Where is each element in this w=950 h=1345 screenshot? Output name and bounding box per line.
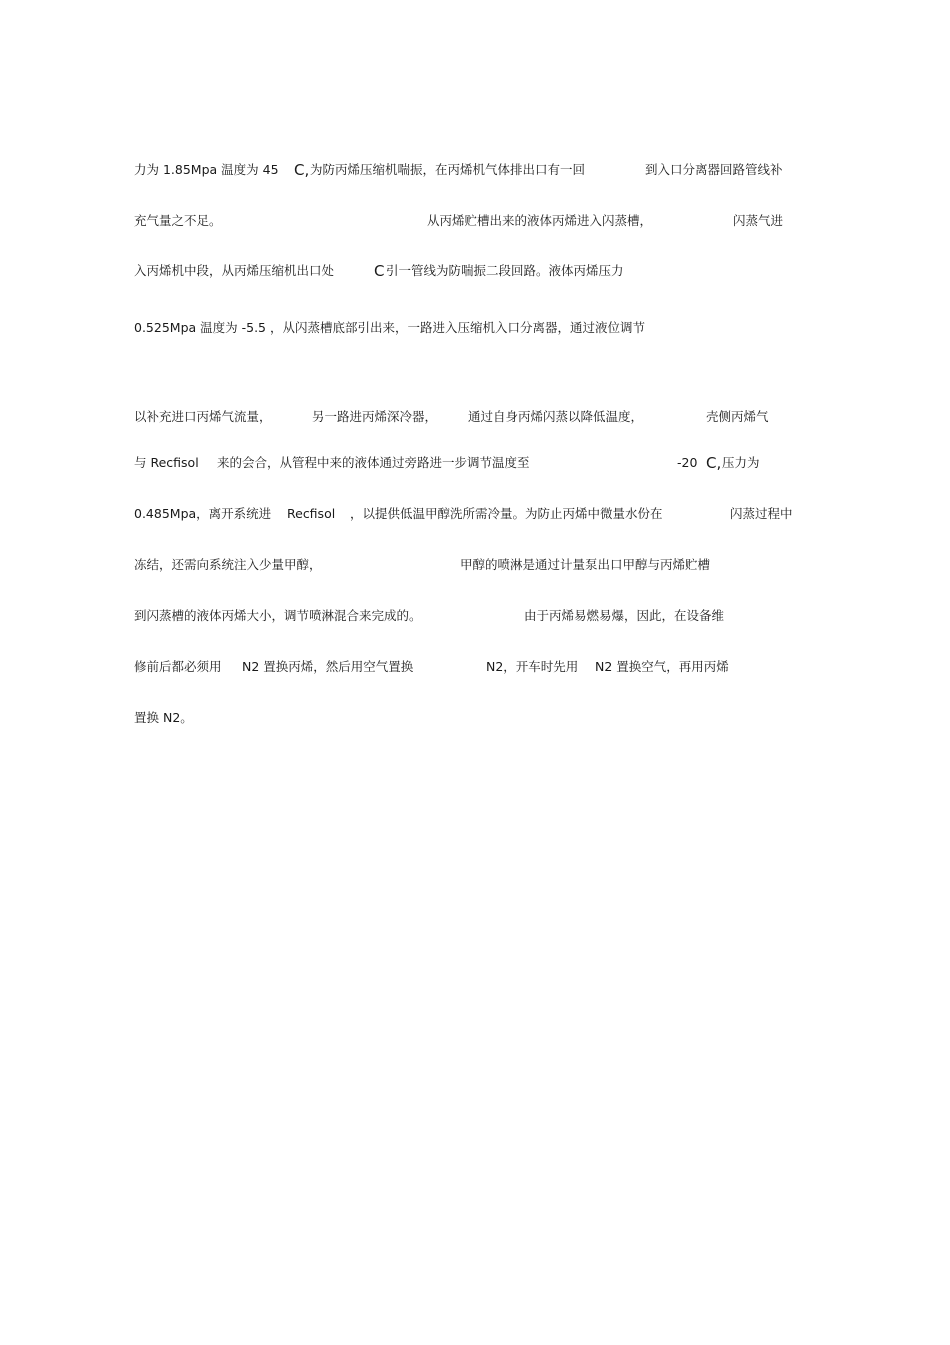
text-segment: 压力为: [722, 455, 760, 470]
text-segment: 甲醇的喷淋是通过计量泵出口甲醇与丙烯贮槽: [460, 557, 711, 572]
text-segment: 闪蒸过程中: [730, 506, 793, 521]
text-segment: 冻结，还需向系统注入少量甲醇，: [134, 557, 322, 572]
text-segment: 到闪蒸槽的液体丙烯大小，调节喷淋混合来完成的。: [134, 608, 422, 623]
text-segment: 从丙烯贮槽出来的液体丙烯进入闪蒸槽，: [427, 213, 653, 228]
text-line-3: [0, 259, 950, 283]
text-segment: 为防丙烯压缩机喘振，在丙烯机气体排出口有一回: [310, 162, 586, 177]
text-line-7: [0, 502, 950, 526]
text-segment: 0.525Mpa 温度为 -5.5 ，从闪蒸槽底部引出来，一路进入压缩机入口分离器，通过液位调节: [134, 320, 645, 335]
text-segment: 置换 N2。: [134, 710, 193, 725]
text-segment: C: [374, 262, 385, 280]
text-segment: 引一管线为防喘振二段回路。液体丙烯压力: [386, 263, 624, 278]
text-line-10: [0, 655, 950, 679]
text-line-8: [0, 553, 950, 577]
text-segment: 充气量之不足。: [134, 213, 222, 228]
text-segment: 力为 1.85Mpa 温度为 45: [134, 162, 279, 177]
text-segment: 修前后都必须用: [134, 659, 222, 674]
text-segment: 0.485Mpa，离开系统进: [134, 506, 272, 521]
text-line-11: [0, 706, 950, 730]
text-line-2: [0, 209, 950, 233]
text-segment: 入丙烯机中段，从丙烯压缩机出口处: [134, 263, 335, 278]
text-segment: 壳侧丙烯气: [706, 409, 769, 424]
text-segment: 由于丙烯易燃易爆，因此，在设备维: [524, 608, 725, 623]
text-segment: C,: [294, 161, 310, 179]
text-segment: N2 置换空气，再用丙烯: [595, 659, 729, 674]
text-segment: 与 Recfisol: [134, 455, 199, 470]
text-segment: N2 置换丙烯，然后用空气置换: [242, 659, 414, 674]
text-segment: N2，开车时先用: [486, 659, 579, 674]
text-segment: 到入口分离器回路管线补: [645, 162, 783, 177]
text-line-5: [0, 405, 950, 429]
text-line-1: [0, 158, 950, 182]
text-segment: 以补充进口丙烯气流量，: [134, 409, 272, 424]
text-segment: -20: [677, 455, 698, 470]
text-segment: 另一路进丙烯深冷器，: [312, 409, 438, 424]
text-segment: ，以提供低温甲醇洗所需冷量。为防止丙烯中微量水份在: [350, 506, 663, 521]
text-line-4: [0, 316, 950, 340]
text-segment: 来的会合，从管程中来的液体通过旁路进一步调节温度至: [217, 455, 530, 470]
text-segment: Recfisol: [287, 506, 336, 521]
text-segment: 通过自身丙烯闪蒸以降低温度，: [468, 409, 644, 424]
text-line-9: [0, 604, 950, 628]
text-line-6: [0, 451, 950, 475]
text-segment: 闪蒸气进: [733, 213, 784, 228]
text-segment: C,: [706, 454, 722, 472]
